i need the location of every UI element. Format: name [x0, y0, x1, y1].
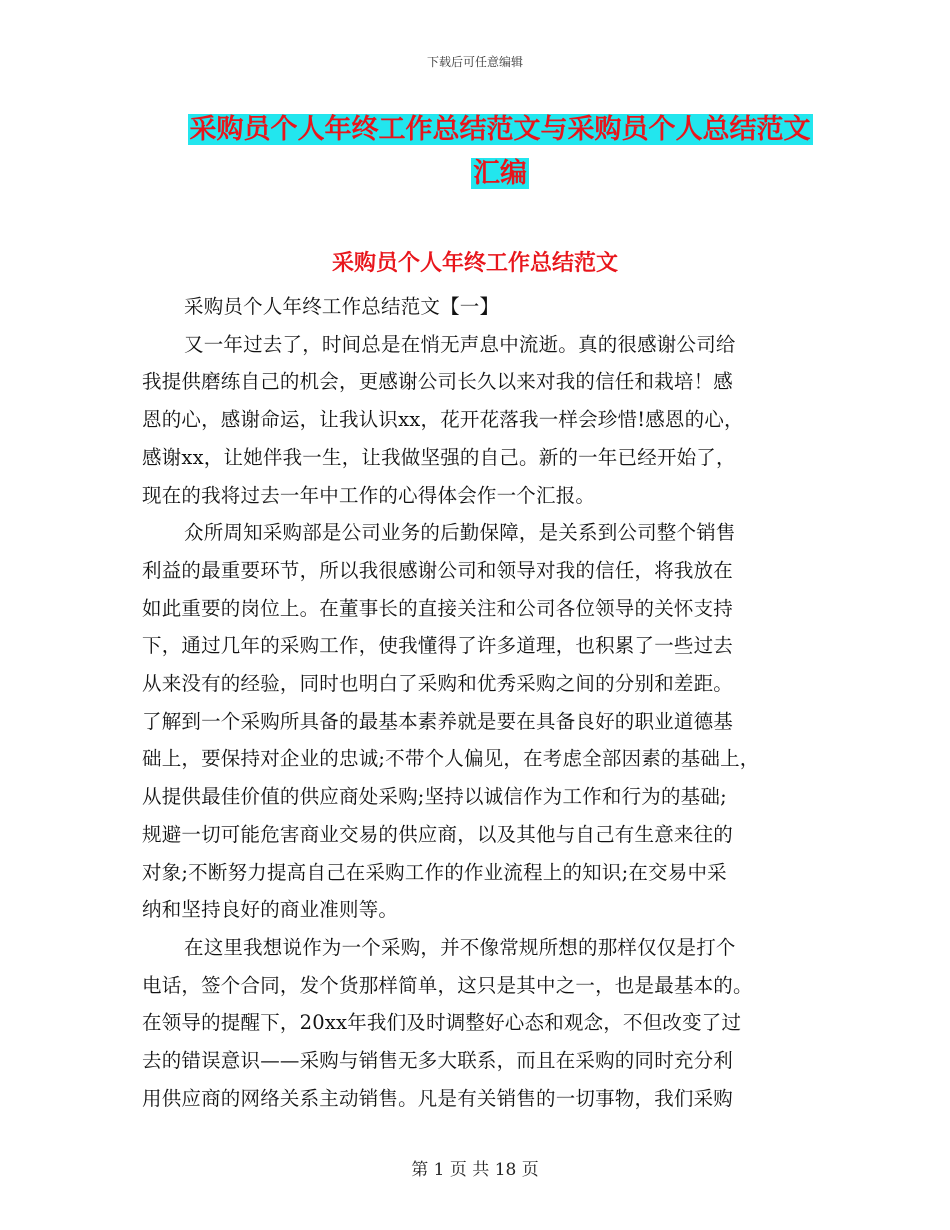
document-title-line-2: 汇编 [473, 158, 527, 189]
subheading-line: 采购员个人年终工作总结范文【一】 [184, 295, 500, 318]
paragraph-line: 恩的心，感谢命运，让我认识xx，花开花落我一样会珍惜!感恩的心， [142, 408, 744, 432]
paragraph-line: 我提供磨练自己的机会，更感谢公司长久以来对我的信任和栽培！感 [142, 370, 734, 394]
paragraph-line: 用供应商的网络关系主动销售。凡是有关销售的一切事物，我们采购 [142, 1086, 734, 1110]
paragraph-line: 电话，签个合同，发个货那样简单，这只是其中之一，也是最基本的。 [142, 973, 753, 997]
paragraph-line: 众所周知采购部是公司业务的后勤保障，是关系到公司整个销售 [184, 521, 736, 545]
paragraph-line: 感谢xx，让她伴我一生，让我做坚强的自己。新的一年已经开始了， [142, 445, 736, 469]
paragraph-line: 了解到一个采购所具备的最基本素养就是要在具备良好的职业道德基 [142, 709, 734, 733]
paragraph-line: 对象;不断努力提高自己在采购工作的作业流程上的知识;在交易中采 [142, 860, 727, 884]
paragraph-line: 从提供最佳价值的供应商处采购;坚持以诚信作为工作和行为的基础; [142, 785, 727, 809]
paragraph-line: 利益的最重要环节，所以我很感谢公司和领导对我的信任，将我放在 [142, 558, 734, 582]
document-title [120, 108, 880, 196]
paragraph-line: 在这里我想说作为一个采购，并不像常规所想的那样仅仅是打个 [184, 935, 736, 959]
paragraph-line: 如此重要的岗位上。在董事长的直接关注和公司各位领导的关怀支持 [142, 596, 734, 620]
document-title-line-1: 采购员个人年终工作总结范文与采购员个人总结范文 [189, 114, 811, 145]
paragraph-line: 纳和坚持良好的商业准则等。 [142, 898, 399, 922]
paragraph-line: 从来没有的经验，同时也明白了采购和优秀采购之间的分别和差距。 [142, 672, 734, 696]
paragraph-line: 又一年过去了，时间总是在悄无声息中流逝。真的很感谢公司给 [184, 332, 736, 356]
body-text [142, 288, 822, 1117]
paragraph-line: 下，通过几年的采购工作，使我懂得了许多道理，也积累了一些过去 [142, 634, 734, 658]
section-title: 采购员个人年终工作总结范文 [331, 251, 618, 276]
header-note: 下载后可任意编辑 [426, 55, 523, 69]
paragraph-line: 规避一切可能危害商业交易的供应商，以及其他与自己有生意来往的 [142, 822, 734, 846]
page-number: 第 1 页 共 18 页 [411, 1160, 539, 1180]
paragraph-line: 现在的我将过去一年中工作的心得体会作一个汇报。 [142, 483, 596, 507]
paragraph-line: 去的错误意识——采购与销售无多大联系，而且在采购的同时充分利 [142, 1049, 734, 1073]
paragraph-line: 在领导的提醒下，20xx年我们及时调整好心态和观念，不但改变了过 [142, 1011, 742, 1035]
paragraph-line: 础上，要保持对企业的忠诚;不带个人偏见，在考虑全部因素的基础上， [142, 747, 760, 771]
